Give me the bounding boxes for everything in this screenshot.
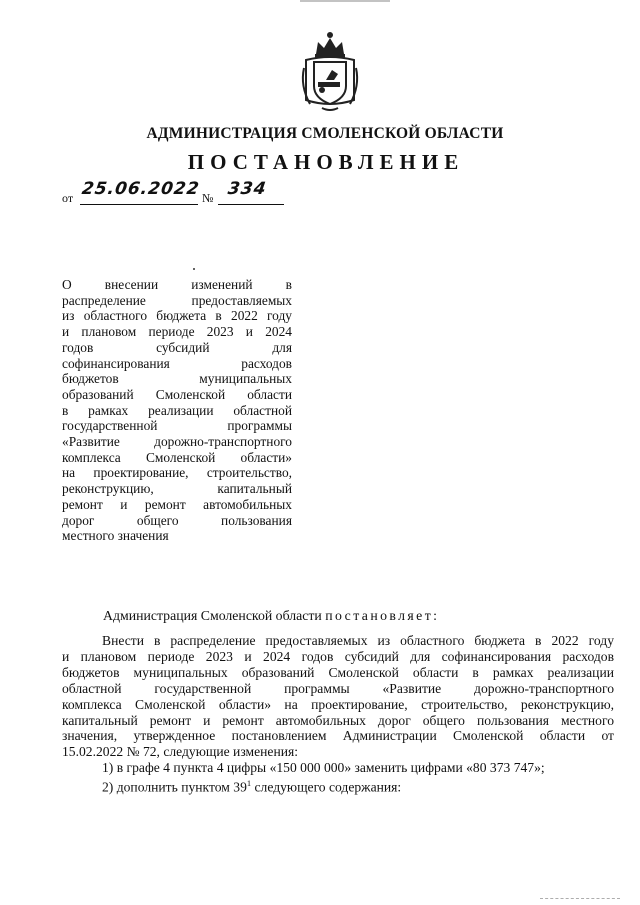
- subject-line: дорог общего пользования: [62, 512, 292, 528]
- body-line: бюджетов муниципальных образований Смоленской области в рамках реализации: [62, 664, 614, 680]
- scan-artifact-top: [300, 0, 390, 2]
- list-item-text: 2) дополнить пунктом 39: [102, 779, 247, 795]
- subject-line: и плановом периоде 2023 и 2024: [62, 324, 292, 340]
- body-text: [62, 633, 614, 796]
- date-underline: [80, 204, 198, 205]
- subject-line: годов субсидий для: [62, 339, 292, 355]
- date-handwritten: 25.06.2022: [80, 179, 201, 199]
- body-line: и плановом периоде 2023 и 2024 годов субсидий для софинансирования расходов: [62, 648, 614, 664]
- list-item-tail: следующего содержания:: [251, 779, 402, 795]
- subject-line: О внесении изменений в: [62, 277, 292, 292]
- body-line: комплекса Смоленской области» на проектирование, строительство, реконструкцию,: [62, 696, 614, 712]
- subject-block: [62, 277, 292, 544]
- body-line: значения, утвержденное постановлением Администрации Смоленской области от: [62, 728, 614, 744]
- list-item: 1) в графе 4 пункта 4 цифры «150 000 000» заменить цифрами «80 373 747»;: [102, 760, 545, 776]
- subject-line: из областного бюджета в 2022 году: [62, 308, 292, 324]
- body-line: 15.02.2022 № 72, следующие изменения:: [62, 744, 299, 760]
- preamble-text: Администрация Смоленской области: [103, 608, 326, 623]
- subject-line: распределение предоставляемых: [62, 292, 292, 308]
- subject-line: софинансирования расходов: [62, 355, 292, 371]
- body-line: областной государственной программы «Развитие дорожно-транспортного: [62, 680, 614, 696]
- date-prefix: от: [62, 191, 74, 205]
- number-handwritten: 334: [226, 179, 268, 199]
- subject-line: государственной программы: [62, 418, 292, 434]
- stray-mark: [193, 268, 195, 270]
- organization-title: АДМИНИСТРАЦИЯ СМОЛЕНСКОЙ ОБЛАСТИ: [146, 125, 504, 142]
- body-line: Внести в распределение предоставляемых из областного бюджета в 2022 году: [102, 633, 614, 648]
- subject-line: ремонт и ремонт автомобильных: [62, 496, 292, 512]
- subject-line: «Развитие дорожно-транспортного: [62, 434, 292, 450]
- subject-line: местного значения: [62, 528, 169, 544]
- number-underline: [218, 204, 284, 205]
- subject-line: образований Смоленской области: [62, 386, 292, 402]
- subject-line: комплекса Смоленской области»: [62, 449, 292, 465]
- subject-line: в рамках реализации областной: [62, 402, 292, 418]
- list-item: [62, 776, 614, 795]
- scan-artifact-bottom: [540, 898, 620, 902]
- number-prefix: №: [202, 191, 214, 205]
- preamble-keyword: постановляет:: [325, 608, 440, 623]
- subject-line: бюджетов муниципальных: [62, 371, 292, 387]
- document-type-title: ПОСТАНОВЛЕНИЕ: [187, 150, 465, 174]
- preamble: [103, 608, 439, 624]
- body-line: капитальный ремонт и ремонт автомобильных дорог общего пользования местного: [62, 712, 614, 728]
- coat-of-arms-icon: [298, 30, 362, 112]
- subject-line: реконструкцию, капитальный: [62, 481, 292, 497]
- superscript: 1: [246, 778, 252, 789]
- subject-line: на проектирование, строительство,: [62, 465, 292, 481]
